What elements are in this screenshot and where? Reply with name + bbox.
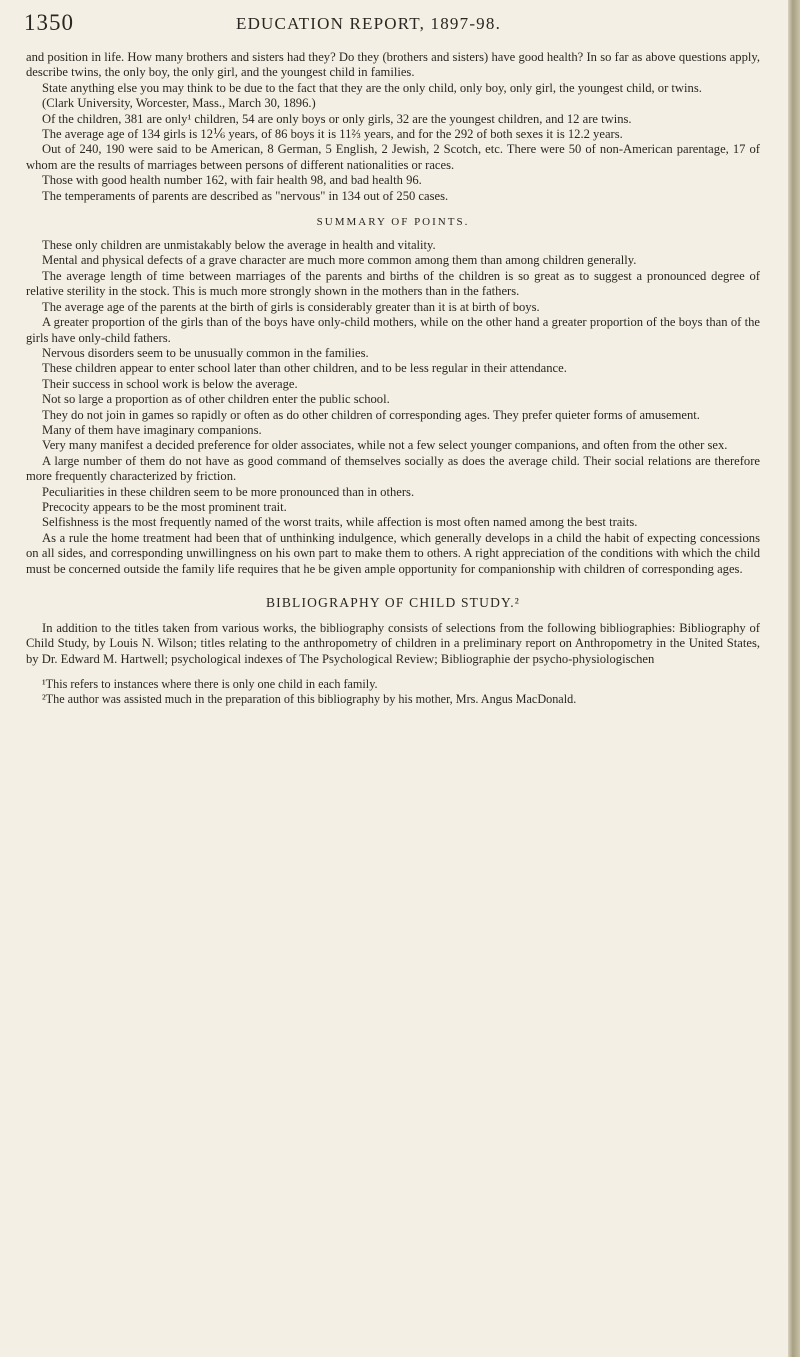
footnote: ²The author was assisted much in the preparation of this bibliography by his mother, Mrs. Angus MacDonald.	[42, 692, 577, 707]
summary-point: Very many manifest a decided preference for older associates, while not a few select younger companions, and often from the other sex.	[42, 438, 728, 453]
page-edge	[788, 0, 800, 1357]
summary-point: Not so large a proportion as of other children enter the public school.	[42, 392, 390, 407]
summary-point: Precocity appears to be the most prominent trait.	[42, 499, 287, 514]
summary-point: A greater proportion of the girls than of the boys have only-child mothers, while on the other hand a greater proportion of the boys than of the girls have only-child fathers.	[26, 315, 760, 345]
page-number: 1350	[24, 10, 74, 35]
summary-point: These only children are unmistakably below the average in health and vitality.	[42, 238, 436, 253]
source-citation: (Clark University, Worcester, Mass., March 30, 1896.)	[42, 96, 316, 111]
summary-point: A large number of them do not have as good command of themselves socially as does the average child. Their social relations are therefore more frequently characterized by friction.	[26, 453, 760, 484]
summary-point: They do not join in games so rapidly or often as do other children of corresponding ages. They prefer quieter forms of amusement.	[42, 407, 700, 422]
intro-paragraph: and position in life. How many brothers and sisters had they? Do they (brothers and sisters) have good health? In so far as above questions apply, describe twins, the only boy, the only girl, and the youngest child in families.	[26, 50, 760, 80]
running-head: EDUCATION REPORT, 1897-98.	[236, 14, 502, 33]
summary-point: Peculiarities in these children seem to be more pronounced than in others.	[42, 484, 415, 499]
page-header	[24, 8, 754, 42]
summary-point: The average age of the parents at the birth of girls is considerably greater than it is at birth of boys.	[42, 299, 540, 314]
intro-paragraph: The temperaments of parents are described as "nervous" in 134 out of 250 cases.	[42, 188, 449, 203]
intro-paragraph: Out of 240, 190 were said to be American, 8 German, 5 English, 2 Jewish, 2 Scotch, etc. There were 50 of non-American parentage, 17 of whom are the results of marriages between persons of different nationalities or races.	[26, 142, 760, 172]
summary-point: Selfishness is the most frequently named of the worst traits, while affection is most often named among the best traits.	[42, 515, 638, 530]
intro-paragraph: The average age of 134 girls is 12⅙ years, of 86 boys it is 11⅔ years, and for the 292 of both sexes it is 12.2 years.	[42, 127, 623, 142]
intro-paragraph: Those with good health number 162, with fair health 98, and bad health 96.	[42, 173, 422, 188]
page-content	[26, 50, 760, 707]
summary-point: Their success in school work is below the average.	[42, 376, 298, 391]
intro-paragraph: State anything else you may think to be due to the fact that they are the only child, only boy, only girl, the youngest child, or twins.	[42, 80, 702, 95]
summary-point: Mental and physical defects of a grave character are much more common among them than among children generally.	[42, 253, 637, 268]
summary-point: These children appear to enter school later than other children, and to be less regular in their attendance.	[42, 361, 567, 376]
summary-point: As a rule the home treatment had been that of unthinking indulgence, which generally develops in a child the habit of expecting concessions on all sides, and corresponding unwillingness on his own part to make them to others. A right appreciation of the conditions with which the child must be concerned outside the family life requires that he be given ample opportunity for companionship with children of corresponding ages.	[26, 530, 760, 576]
footnote: ¹This refers to instances where there is only one child in each family.	[42, 677, 378, 692]
summary-point: The average length of time between marriages of the parents and births of the children is so great as to suggest a pronounced degree of relative sterility in the stock. This is much more strongly shown in the mothers than in the fathers.	[26, 268, 760, 299]
intro-paragraph: Of the children, 381 are only¹ children, 54 are only boys or only girls, 32 are the youngest children, and 12 are twins.	[42, 111, 632, 126]
bibliography-paragraph: In addition to the titles taken from various works, the bibliography consists of selections from the following bibliographies: Bibliography of Child Study, by Louis N. Wilson; titles relating to the anthropometry of children in a preliminary report on Anthropometry in the United States, by Dr. Edward M. Hartwell; psychological indexes of The Psychological Review; Bibliographie der psycho-physiologischen	[26, 621, 760, 666]
summary-point: Many of them have imaginary companions.	[42, 422, 262, 437]
summary-heading: SUMMARY OF POINTS.	[316, 216, 470, 229]
bibliography-heading: BIBLIOGRAPHY OF CHILD STUDY.²	[265, 595, 521, 610]
summary-point: Nervous disorders seem to be unusually common in the families.	[42, 345, 369, 360]
summary-list	[26, 238, 760, 577]
footnotes	[26, 677, 760, 707]
